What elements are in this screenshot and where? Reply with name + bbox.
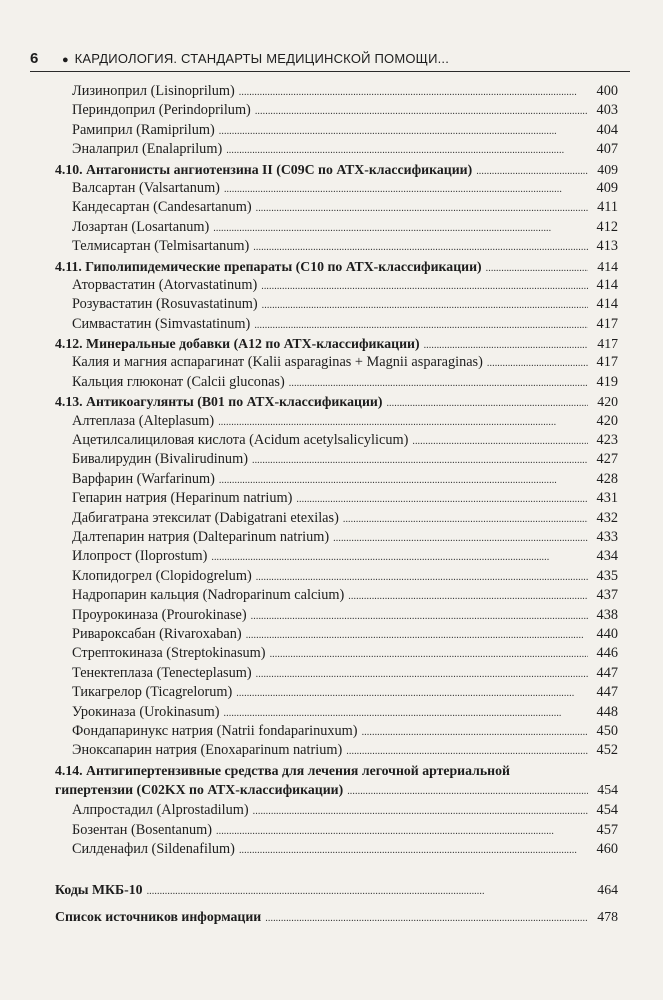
page-ref: 413 — [596, 238, 618, 255]
chapter-title: Список источников информации — [55, 909, 262, 925]
entry-title: Надропарин кальция (Nadroparinum calcium) — [72, 587, 345, 604]
leader-dots — [265, 907, 588, 928]
toc-entry[interactable] — [55, 703, 618, 722]
leader-dots — [424, 334, 588, 355]
toc-entry[interactable] — [55, 450, 618, 469]
toc-entry[interactable] — [55, 586, 618, 605]
leader-dots — [343, 509, 588, 529]
page-ref: 403 — [596, 102, 618, 119]
toc-entry[interactable] — [55, 140, 618, 159]
entry-title: Симвастатин (Simvastatinum) — [72, 315, 251, 332]
leader-dots — [236, 683, 588, 703]
toc-entry[interactable] — [55, 353, 618, 372]
page-ref: 409 — [597, 161, 618, 177]
toc-entry[interactable] — [55, 373, 618, 392]
page-ref: 457 — [596, 821, 618, 838]
toc-entry[interactable] — [55, 509, 618, 528]
page-ref: 417 — [596, 354, 618, 371]
page-ref: 437 — [596, 587, 618, 604]
page-ref: 435 — [596, 567, 618, 584]
entry-title: Проурокиназа (Prourokinase) — [72, 606, 247, 623]
leader-dots — [262, 295, 588, 315]
toc-section-4-12[interactable] — [55, 334, 618, 353]
page-ref: 400 — [596, 83, 618, 99]
page-ref: 447 — [596, 664, 618, 681]
page-ref: 452 — [596, 742, 618, 759]
toc-entry[interactable] — [55, 179, 618, 198]
page-ref: 446 — [596, 645, 618, 662]
page-ref: 411 — [597, 199, 618, 216]
leader-dots — [270, 644, 588, 664]
page-ref: 432 — [596, 509, 618, 526]
entry-title: Лизиноприл (Lisinoprilum) — [72, 83, 235, 99]
entry-title: Эналаприл (Enalaprilum) — [72, 141, 223, 158]
leader-dots — [362, 722, 588, 742]
entry-title: Телмисартан (Telmisartanum) — [72, 238, 250, 255]
toc-entry[interactable] — [55, 528, 618, 547]
leader-dots — [296, 489, 588, 509]
entry-title: Калия и магния аспарагинат (Kalii asparaginas + Magnii asparaginas) — [72, 354, 483, 371]
toc-entry[interactable] — [55, 431, 618, 450]
section-title: 4.10. Антагонисты ангиотензина II (C09C по АТХ-классификации) — [55, 161, 473, 177]
entry-title: Ацетилсалициловая кислота (Acidum acetylsalicylicum) — [72, 432, 409, 449]
leader-dots — [256, 664, 588, 684]
page-ref: 414 — [596, 276, 618, 293]
leader-dots — [239, 82, 588, 102]
toc-entry[interactable] — [55, 644, 618, 663]
page-ref: 409 — [596, 179, 618, 196]
toc-entry[interactable] — [55, 625, 618, 644]
toc-entry[interactable] — [55, 683, 618, 702]
page-ref: 460 — [596, 841, 618, 858]
toc-entry[interactable] — [55, 821, 618, 840]
leader-dots — [412, 431, 588, 451]
bullet-icon: ● — [62, 54, 69, 66]
leader-dots — [256, 198, 588, 218]
entry-title: Варфарин (Warfarinum) — [72, 470, 215, 487]
leader-dots — [218, 412, 588, 432]
leader-dots — [253, 801, 588, 821]
entry-title: Валсартан (Valsartanum) — [72, 179, 220, 196]
page-ref: 412 — [596, 218, 618, 235]
entry-title: Урокиназа (Urokinasum) — [72, 703, 220, 720]
entry-title: Бозентан (Bosentanum) — [72, 821, 212, 838]
leader-dots — [347, 780, 588, 801]
page-ref: 450 — [596, 722, 618, 739]
entry-title: Периндоприл (Perindoprilum) — [72, 102, 251, 119]
section-title: 4.12. Минеральные добавки (A12 по АТХ-классификации) — [55, 336, 420, 352]
leader-dots — [246, 625, 588, 645]
leader-dots — [219, 121, 588, 141]
toc-entry[interactable] — [55, 801, 618, 820]
page-ref: 414 — [597, 258, 618, 274]
section-title-line1: 4.14. Антигипертензивные средства для лечения легочной артериальной — [55, 762, 510, 778]
leader-dots — [213, 218, 588, 238]
leader-dots — [254, 315, 588, 335]
entry-title: Эноксапарин натрия (Enoxaparinum natrium) — [72, 742, 343, 759]
page-ref: 434 — [596, 548, 618, 565]
entry-title: Фондапаринукс натрия (Natrii fondaparinuxum) — [72, 722, 358, 739]
toc-entry[interactable] — [55, 121, 618, 140]
page-ref: 407 — [596, 141, 618, 158]
toc-entry[interactable] — [55, 722, 618, 741]
leader-dots — [219, 470, 588, 490]
page-ref: 420 — [596, 412, 618, 429]
leader-dots — [252, 450, 588, 470]
leader-dots — [253, 237, 588, 257]
leader-dots — [386, 392, 588, 413]
leader-dots — [289, 373, 588, 393]
leader-dots — [261, 276, 588, 296]
spacer — [55, 860, 618, 880]
page-ref: 420 — [597, 394, 618, 410]
leader-dots — [147, 880, 588, 901]
table-of-contents — [55, 82, 618, 926]
toc-entry[interactable] — [55, 276, 618, 295]
page-ref: 431 — [596, 490, 618, 507]
entry-title: Аторвастатин (Atorvastatinum) — [72, 276, 258, 293]
page-number: 6 — [30, 50, 39, 67]
leader-dots — [348, 586, 588, 606]
page-ref: 454 — [597, 782, 618, 798]
toc-entry[interactable] — [55, 412, 618, 431]
entry-title: Рамиприл (Ramiprilum) — [72, 121, 215, 138]
entry-title: Алпростадил (Alprostadilum) — [72, 802, 249, 819]
toc-entry[interactable] — [55, 237, 618, 256]
page-ref: 414 — [596, 296, 618, 313]
page-ref: 404 — [596, 121, 618, 138]
toc-entry[interactable] — [55, 82, 618, 101]
entry-title: Далтепарин натрия (Dalteparinum natrium) — [72, 528, 330, 545]
leader-dots — [486, 257, 588, 278]
page-ref: 448 — [596, 703, 618, 720]
toc-sources[interactable] — [55, 907, 618, 926]
page-ref: 478 — [597, 909, 618, 925]
entry-title: Стрептокиназа (Streptokinasum) — [72, 645, 266, 662]
page-ref: 454 — [596, 802, 618, 819]
toc-icd-codes[interactable] — [55, 880, 618, 899]
entry-title: Клопидогрел (Clopidogrelum) — [72, 567, 252, 584]
toc-entry[interactable] — [55, 470, 618, 489]
toc-entry[interactable] — [55, 606, 618, 625]
toc-entry[interactable] — [55, 295, 618, 314]
toc-section-4-14[interactable] — [55, 761, 618, 802]
page-ref: 440 — [596, 625, 618, 642]
section-title: 4.13. Антикоагулянты (B01 по АТХ-классификации) — [55, 394, 383, 410]
running-header — [30, 50, 630, 67]
leader-dots — [487, 353, 588, 373]
leader-dots — [226, 140, 588, 160]
leader-dots — [224, 703, 588, 723]
entry-title: Алтеплаза (Alteplasum) — [72, 412, 215, 429]
leader-dots — [333, 528, 588, 548]
entry-title: Силденафил (Sildenafilum) — [72, 841, 235, 858]
page-ref: 447 — [596, 684, 618, 701]
leader-dots — [239, 840, 588, 860]
entry-title: Бивалирудин (Bivalirudinum) — [72, 451, 248, 468]
leader-dots — [216, 821, 588, 841]
entry-title: Дабигатрана этексилат (Dabigatrani etexilas) — [72, 509, 339, 526]
section-title-line2: гипертензии (C02KX по АТХ-классификации) — [55, 782, 344, 798]
page-ref: 438 — [596, 606, 618, 623]
entry-title: Илопрост (Iloprostum) — [72, 548, 208, 565]
toc-entry[interactable] — [55, 218, 618, 237]
toc-section-4-13[interactable] — [55, 392, 618, 411]
leader-dots — [211, 547, 588, 567]
leader-dots — [224, 179, 588, 199]
leader-dots — [255, 101, 588, 121]
toc-entry[interactable] — [55, 315, 618, 334]
toc-entry[interactable] — [55, 101, 618, 120]
running-title: КАРДИОЛОГИЯ. СТАНДАРТЫ МЕДИЦИНСКОЙ ПОМОЩИ... — [74, 51, 450, 66]
page-ref: 417 — [597, 336, 618, 352]
toc-entry[interactable] — [55, 198, 618, 217]
page-ref: 464 — [597, 881, 618, 897]
leader-dots — [256, 567, 588, 587]
entry-title: Кандесартан (Candesartanum) — [72, 199, 252, 216]
entry-title: Тенектеплаза (Tenecteplasum) — [72, 664, 252, 681]
entry-title: Ривароксабан (Rivaroxaban) — [72, 625, 242, 642]
page-ref: 423 — [596, 432, 618, 449]
page-ref: 428 — [596, 470, 618, 487]
header-rule — [30, 71, 630, 72]
chapter-title: Коды МКБ-10 — [55, 881, 143, 897]
toc-entry[interactable] — [55, 741, 618, 760]
page-ref: 427 — [596, 451, 618, 468]
page-ref: 417 — [596, 315, 618, 332]
toc-entry[interactable] — [55, 547, 618, 566]
leader-dots — [476, 160, 588, 181]
entry-title: Лозартан (Losartanum) — [72, 218, 210, 235]
toc-entry[interactable] — [55, 489, 618, 508]
page-ref: 419 — [596, 373, 618, 390]
toc-entry[interactable] — [55, 664, 618, 683]
entry-title: Кальция глюконат (Calcii gluconas) — [72, 373, 285, 390]
entry-title: Тикагрелор (Ticagrelorum) — [72, 684, 233, 701]
toc-section-4-10[interactable] — [55, 160, 618, 179]
page-ref: 433 — [596, 528, 618, 545]
section-title: 4.11. Гиполипидемические препараты (C10 по АТХ-классификации) — [55, 258, 482, 274]
entry-title: Розувастатин (Rosuvastatinum) — [72, 296, 258, 313]
toc-entry[interactable] — [55, 567, 618, 586]
leader-dots — [251, 606, 588, 626]
toc-entry[interactable] — [55, 840, 618, 859]
leader-dots — [346, 741, 588, 761]
entry-title: Гепарин натрия (Heparinum natrium) — [72, 490, 293, 507]
toc-section-4-11[interactable] — [55, 257, 618, 276]
